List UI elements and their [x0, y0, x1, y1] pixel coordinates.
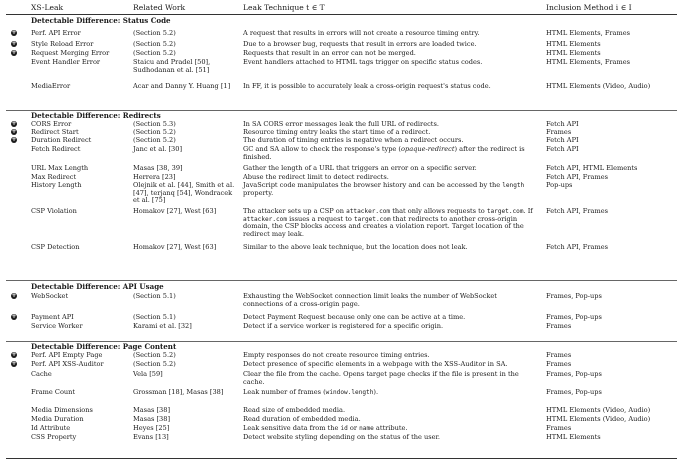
related-work: Vela [59] — [133, 370, 163, 378]
new-leak-plus-icon: + — [11, 120, 17, 127]
header-leak-technique: Leak Technique t ∈ T — [243, 3, 325, 12]
code-token: window.length — [325, 389, 374, 396]
related-work: (Section 5.2) — [133, 29, 176, 37]
leak-technique: Read size of embedded media. — [243, 406, 346, 414]
xs-leak-name: WebSocket — [31, 292, 69, 300]
related-work: (Section 5.2) — [133, 128, 176, 136]
xs-leak-name: Style Reload Error — [31, 40, 94, 48]
header-xs-leak: XS-Leak — [31, 3, 64, 12]
new-leak-plus-icon: + — [11, 313, 17, 320]
new-leak-plus-icon: + — [11, 360, 17, 367]
xs-leak-name: Payment API — [31, 313, 74, 321]
leak-technique: Detect website styling depending on the status of the user. — [243, 433, 441, 441]
inclusion-method: Frames — [546, 128, 572, 136]
related-work: Masas [38] — [133, 406, 171, 414]
inclusion-method: Fetch API, Frames — [546, 207, 608, 215]
leak-technique: Due to a browser bug, requests that result in errors are loaded twice. — [243, 40, 477, 48]
technique-text: property. — [243, 188, 274, 197]
inclusion-method: Fetch API — [546, 120, 579, 128]
related-work: (Section 5.2) — [133, 351, 176, 359]
related-work: Heyes [25] — [133, 424, 170, 432]
new-leak-plus-icon: + — [11, 351, 17, 358]
leak-technique: Empty responses do not create resource timing entries. — [243, 351, 430, 359]
technique-text: . If — [523, 207, 533, 215]
new-leak-plus-icon: + — [11, 128, 17, 135]
section-title: Detectable Difference: Redirects — [31, 111, 161, 120]
new-leak-plus-icon: + — [11, 40, 17, 47]
table-header — [0, 0, 683, 14]
inclusion-method: Fetch API, Frames — [546, 173, 608, 181]
related-work: (Section 5.2) — [133, 360, 176, 368]
leak-technique: Similar to the above leak technique, but the location does not leak. — [243, 243, 468, 251]
related-work: Acar and Danny Y. Huang [1] — [133, 82, 231, 90]
leak-technique: Detect if a service worker is registered for a specific origin. — [243, 322, 444, 330]
leak-technique: The duration of timing entries is negative when a redirect occurs. — [243, 136, 464, 144]
technique-text: ) after the redirect is finished. — [243, 145, 525, 161]
related-work: (Section 5.3) — [133, 120, 176, 128]
inclusion-method: Frames — [546, 351, 572, 359]
inclusion-method: HTML Elements (Video, Audio) — [546, 406, 651, 414]
xs-leak-name: Frame Count — [31, 388, 76, 396]
xs-leak-name: Fetch Redirect — [31, 145, 81, 153]
related-work: (Section 5.1) — [133, 292, 176, 300]
leak-technique — [243, 389, 533, 397]
technique-text: ). — [373, 388, 379, 396]
inclusion-method: HTML Elements, Frames — [546, 29, 631, 37]
table-bottom-rule — [6, 458, 677, 459]
related-work: Olejnik et al. [44], Smith et al. [47], terjanq [54], Wondracek et al. [75] — [133, 181, 235, 205]
technique-text: that only allows requests to — [390, 207, 487, 215]
xs-leak-name: CORS Error — [31, 120, 72, 128]
header-rule — [6, 14, 677, 15]
leak-technique: Clear the file from the cache. Opens target page checks if the file is present in the cache. — [243, 370, 519, 386]
inclusion-method: Frames — [546, 322, 572, 330]
code-token: attacker.com — [346, 208, 391, 215]
code-token: opaque-redirect — [401, 145, 455, 153]
related-work: Janc et al. [30] — [133, 145, 183, 153]
inclusion-method: Frames — [546, 424, 572, 432]
inclusion-method: HTML Elements — [546, 49, 601, 57]
leak-technique: Detect presence of specific elements in a webpage with the XSS-Auditor in SA. — [243, 360, 508, 368]
xs-leak-name: CSP Detection — [31, 243, 80, 251]
technique-text: Leak number of frames ( — [243, 388, 326, 396]
header-related-work: Related Work — [133, 3, 186, 12]
code-token: attacker.com — [243, 215, 288, 223]
xs-leak-name: Media Duration — [31, 415, 84, 423]
xs-leak-name: Service Worker — [31, 322, 83, 330]
related-work: Herrera [23] — [133, 173, 176, 181]
xs-leak-name: URL Max Length — [31, 164, 89, 172]
related-work: Staicu and Pradel [50], Sudhodanan et al. [51] — [133, 58, 211, 74]
inclusion-method: Fetch API, Frames — [546, 243, 608, 251]
code-token: id — [340, 425, 348, 432]
code-token: target.com — [353, 215, 391, 223]
related-work: Masas [38] — [133, 415, 171, 423]
leak-technique: In FF, it is possible to accurately leak a cross-origin request's status code. — [243, 82, 491, 90]
leak-technique: Resource timing entry leaks the start time of a redirect. — [243, 128, 431, 136]
code-token: name — [359, 425, 374, 432]
leak-technique — [243, 182, 533, 197]
related-work: Evans [13] — [133, 433, 169, 441]
code-token: length — [502, 182, 525, 189]
xs-leak-name: Max Redirect — [31, 173, 77, 181]
leak-technique: In SA CORS error messages leak the full URL of redirects. — [243, 120, 439, 128]
inclusion-method: Fetch API, HTML Elements — [546, 164, 638, 172]
inclusion-method: HTML Elements (Video, Audio) — [546, 82, 651, 90]
new-leak-plus-icon: + — [11, 292, 17, 299]
inclusion-method: HTML Elements — [546, 40, 601, 48]
technique-text: JavaScript code manipulates the browser history and can be accessed by the — [243, 181, 503, 189]
leak-technique: A request that results in errors will not create a resource timing entry. — [243, 29, 480, 37]
inclusion-method: Frames, Pop-ups — [546, 370, 602, 378]
code-token: target.com — [486, 208, 524, 215]
related-work: (Section 5.1) — [133, 313, 176, 321]
related-work: Karami et al. [32] — [133, 322, 192, 330]
section-separator — [6, 280, 677, 281]
inclusion-method: Fetch API — [546, 145, 579, 153]
inclusion-method: Frames, Pop-ups — [546, 313, 602, 321]
section-title: Detectable Difference: Status Code — [31, 16, 171, 25]
inclusion-method: HTML Elements (Video, Audio) — [546, 415, 651, 423]
leak-technique — [243, 425, 533, 433]
technique-text: that redirects to another cross-origin domain, the CSP blocks access and creates a violation report. Target location of the redirect may leak. — [243, 214, 524, 239]
related-work: Masas [38, 39] — [133, 164, 183, 172]
section-title: Detectable Difference: API Usage — [31, 282, 164, 291]
related-work: Homakov [27], West [63] — [133, 243, 217, 251]
leak-technique: Exhausting the WebSocket connection limit leaks the number of WebSocket connections of a cross-origin page. — [243, 292, 497, 308]
leak-technique: Gather the length of a URL that triggers an error on a specific server. — [243, 164, 477, 172]
xs-leak-name: Id Attribute — [31, 424, 71, 432]
related-work: Homakov [27], West [63] — [133, 207, 217, 215]
inclusion-method: Fetch API — [546, 136, 579, 144]
leak-technique: Abuse the redirect limit to detect redirects. — [243, 173, 389, 181]
new-leak-plus-icon: + — [11, 29, 17, 36]
xs-leak-name: Cache — [31, 370, 52, 378]
new-leak-plus-icon: + — [11, 136, 17, 143]
inclusion-method: Pop-ups — [546, 181, 573, 189]
xs-leak-name: CSS Property — [31, 433, 77, 441]
xs-leak-name: Redirect Start — [31, 128, 79, 136]
xs-leak-name: History Length — [31, 181, 82, 189]
new-leak-plus-icon: + — [11, 49, 17, 56]
inclusion-method: HTML Elements — [546, 433, 601, 441]
technique-text: attribute. — [373, 424, 408, 432]
related-work: Grossman [18], Masas [38] — [133, 388, 224, 396]
related-work: (Section 5.2) — [133, 40, 176, 48]
inclusion-method: Frames, Pop-ups — [546, 292, 602, 300]
leak-technique: Event handlers attached to HTML tags trigger on specific status codes. — [243, 58, 483, 66]
technique-text: GC and SA allow to check the response's type ( — [243, 145, 401, 153]
inclusion-method: Frames, Pop-ups — [546, 388, 602, 396]
leak-technique: Requests that result in an error can not be merged. — [243, 49, 416, 57]
leak-technique: Detect Payment Request because only one can be active at a time. — [243, 313, 466, 321]
leak-technique: Read duration of embedded media. — [243, 415, 361, 423]
xs-leak-name: Perf. API Empty Page — [31, 351, 103, 359]
xs-leak-name: Perf. API Error — [31, 29, 81, 37]
xs-leak-name: CSP Violation — [31, 207, 77, 215]
xs-leak-name: Media Dimensions — [31, 406, 93, 414]
xs-leak-name: Event Handler Error — [31, 58, 101, 66]
technique-text: or — [347, 424, 360, 432]
inclusion-method: HTML Elements, Frames — [546, 58, 631, 66]
related-work: (Section 5.2) — [133, 49, 176, 57]
section-title: Detectable Difference: Page Content — [31, 342, 177, 351]
xs-leak-name: Request Merging Error — [31, 49, 110, 57]
leak-technique — [243, 208, 533, 239]
xs-leak-name: Duration Redirect — [31, 136, 92, 144]
inclusion-method: Frames — [546, 360, 572, 368]
xs-leak-name: MediaError — [31, 82, 71, 90]
technique-text: Leak sensitive data from the — [243, 424, 341, 432]
technique-text: issues a request to — [287, 214, 354, 223]
technique-text: The attacker sets up a CSP on — [243, 207, 347, 215]
xs-leak-name: Perf. API XSS-Auditor — [31, 360, 104, 368]
related-work: (Section 5.2) — [133, 136, 176, 144]
header-inclusion-method: Inclusion Method i ∈ I — [546, 3, 632, 12]
leak-technique — [243, 146, 533, 161]
